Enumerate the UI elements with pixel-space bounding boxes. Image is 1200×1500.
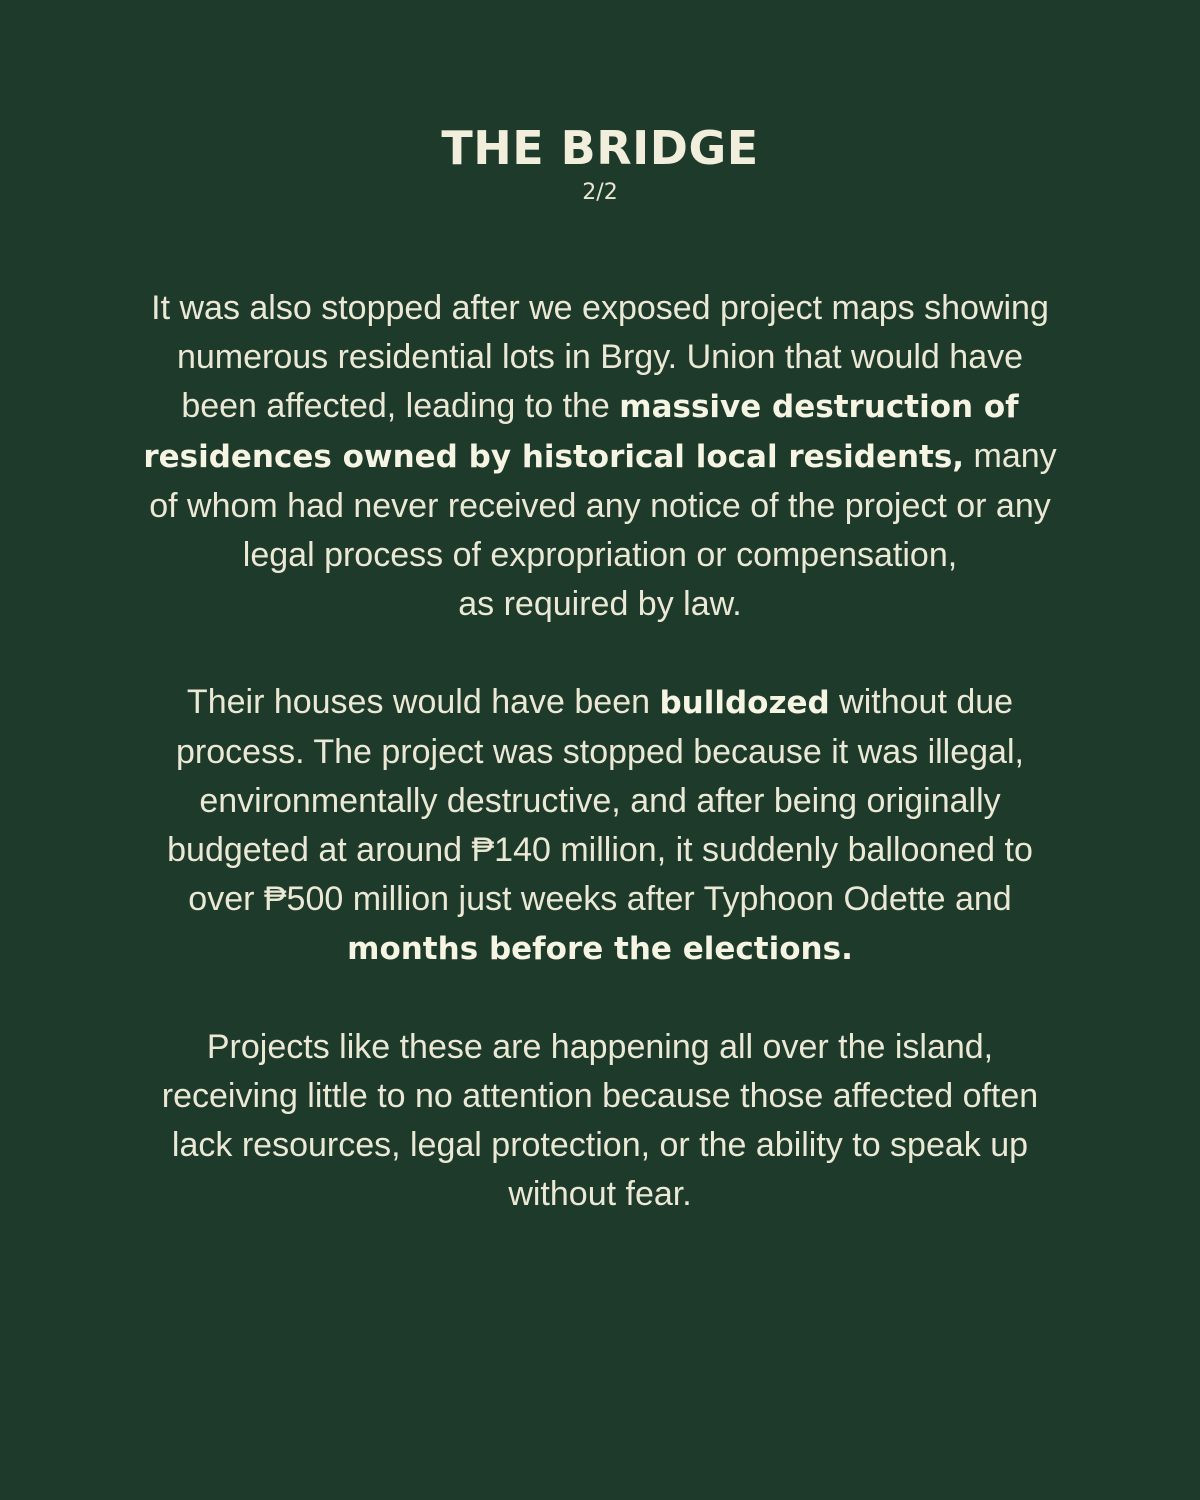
text-line (100, 382, 1100, 432)
text-span: without fear. (508, 1175, 692, 1213)
text-span: budgeted at around ₱140 million, it suddenly ballooned to (167, 831, 1033, 869)
text-span: It was also stopped after we exposed project maps showing (151, 289, 1049, 327)
text-line (100, 777, 1100, 826)
text-span: without due (829, 683, 1014, 721)
text-line (100, 432, 1100, 482)
text-span: legal process of expropriation or compensation, (242, 536, 958, 574)
paragraph-3 (100, 1023, 1100, 1219)
text-line (100, 531, 1100, 580)
text-line (100, 333, 1100, 382)
text-line (100, 1072, 1100, 1121)
body-text (100, 284, 1100, 1219)
text-span: numerous residential lots in Brgy. Union that would have (176, 338, 1024, 376)
header (0, 120, 1200, 208)
bold-text-span: residences owned by historical local residents, (143, 439, 965, 475)
paragraph-2 (100, 678, 1100, 974)
text-span: over ₱500 million just weeks after Typhoon Odette and (188, 880, 1012, 918)
page-title: THE BRIDGE (441, 121, 759, 175)
paragraph-1 (100, 284, 1100, 629)
bold-text-span: bulldozed (659, 685, 830, 721)
text-span: Their houses would have been (186, 683, 660, 721)
text-span: Projects like these are happening all over the island, (206, 1028, 994, 1066)
text-line (100, 1170, 1100, 1219)
text-line (100, 1023, 1100, 1072)
text-line (100, 728, 1100, 777)
bold-text-span: massive destruction of (619, 389, 1019, 425)
text-span: lack resources, legal protection, or the ability to speak up (171, 1126, 1029, 1164)
text-span: process. The project was stopped because it was illegal, (176, 733, 1024, 771)
text-span: environmentally destructive, and after being originally (199, 782, 1001, 820)
text-span: as required by law. (458, 585, 742, 623)
text-span: of whom had never received any notice of the project or any (149, 487, 1051, 525)
text-line (100, 924, 1100, 974)
text-line (100, 482, 1100, 531)
text-line (100, 678, 1100, 728)
text-span: been affected, leading to the (181, 387, 620, 425)
text-line (100, 826, 1100, 875)
text-line (100, 580, 1100, 629)
text-line (100, 875, 1100, 924)
page-indicator: 2/2 (582, 180, 618, 205)
text-span: many (964, 437, 1057, 475)
text-line (100, 1121, 1100, 1170)
bold-text-span: months before the elections. (347, 931, 853, 967)
text-line (100, 284, 1100, 333)
text-span: receiving little to no attention because those affected often (161, 1077, 1039, 1115)
